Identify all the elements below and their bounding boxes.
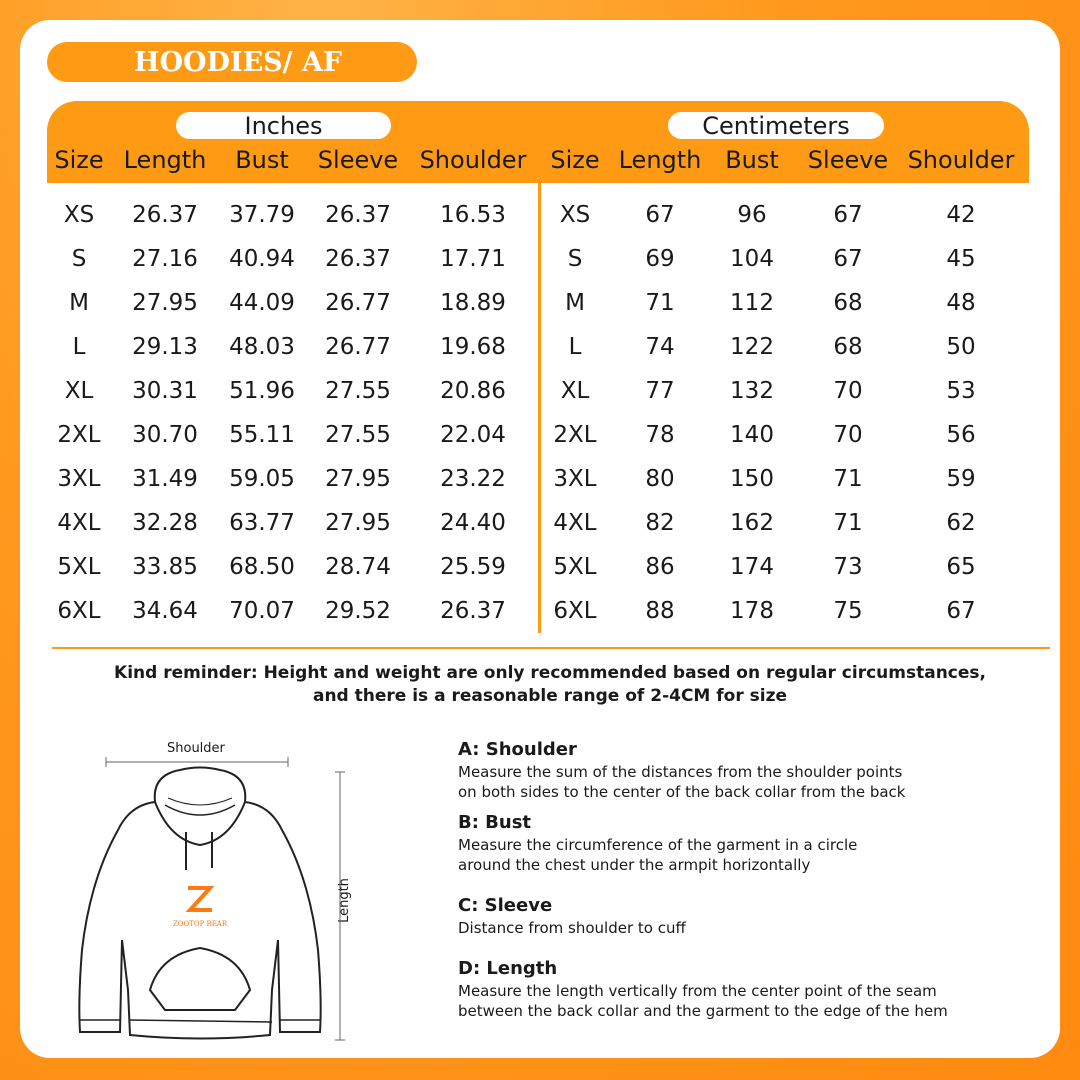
column-header-cm-bust: Bust bbox=[725, 146, 779, 174]
table-cell-cm-bust: 104 bbox=[730, 246, 774, 272]
table-cell-cm-size: 5XL bbox=[553, 554, 597, 580]
table-cell-cm-sleeve: 68 bbox=[833, 334, 863, 360]
length-dimension-label: Length bbox=[336, 878, 352, 923]
table-cell-cm-shoulder: 42 bbox=[946, 202, 976, 228]
table-cell-inches-bust: 40.94 bbox=[229, 246, 295, 272]
table-cell-inches-size: XL bbox=[64, 378, 94, 404]
table-cell-inches-bust: 59.05 bbox=[229, 466, 295, 492]
shoulder-dimension-label: Shoulder bbox=[167, 741, 225, 756]
table-cell-inches-bust: 44.09 bbox=[229, 290, 295, 316]
table-cell-cm-sleeve: 73 bbox=[833, 554, 863, 580]
table-cell-cm-bust: 178 bbox=[730, 598, 774, 624]
table-cell-inches-shoulder: 25.59 bbox=[440, 554, 506, 580]
table-cell-cm-sleeve: 71 bbox=[833, 510, 863, 536]
table-cell-inches-sleeve: 26.37 bbox=[325, 246, 391, 272]
measurement-b-desc-line2: around the chest under the armpit horizontally bbox=[458, 856, 811, 874]
table-cell-cm-sleeve: 75 bbox=[833, 598, 863, 624]
table-cell-cm-shoulder: 65 bbox=[946, 554, 976, 580]
table-cell-inches-shoulder: 19.68 bbox=[440, 334, 506, 360]
table-cell-inches-shoulder: 24.40 bbox=[440, 510, 506, 536]
table-cell-cm-sleeve: 70 bbox=[833, 378, 863, 404]
z-logo-icon bbox=[188, 888, 212, 910]
table-cell-inches-length: 30.70 bbox=[132, 422, 198, 448]
column-header-cm-size: Size bbox=[550, 146, 600, 174]
table-cell-cm-sleeve: 70 bbox=[833, 422, 863, 448]
table-cell-inches-sleeve: 28.74 bbox=[325, 554, 391, 580]
table-cell-inches-length: 33.85 bbox=[132, 554, 198, 580]
table-cell-cm-bust: 132 bbox=[730, 378, 774, 404]
column-header-inches-sleeve: Sleeve bbox=[317, 146, 399, 174]
table-cell-inches-sleeve: 27.95 bbox=[325, 510, 391, 536]
table-cell-cm-size: 2XL bbox=[553, 422, 597, 448]
table-cell-cm-length: 82 bbox=[645, 510, 675, 536]
measurement-d-title: D: Length bbox=[458, 958, 558, 979]
section-divider bbox=[52, 647, 1050, 649]
table-cell-cm-length: 71 bbox=[645, 290, 675, 316]
table-cell-cm-length: 86 bbox=[645, 554, 675, 580]
table-cell-cm-size: M bbox=[565, 290, 585, 316]
table-cell-cm-shoulder: 56 bbox=[946, 422, 976, 448]
table-cell-inches-length: 34.64 bbox=[132, 598, 198, 624]
measurement-b-desc-line1: Measure the circumference of the garment in a circle bbox=[458, 836, 858, 854]
unit-divider bbox=[538, 183, 541, 633]
table-cell-inches-sleeve: 26.37 bbox=[325, 202, 391, 228]
table-cell-inches-sleeve: 26.77 bbox=[325, 334, 391, 360]
table-cell-inches-size: L bbox=[72, 334, 86, 360]
table-cell-cm-sleeve: 71 bbox=[833, 466, 863, 492]
kind-reminder bbox=[60, 662, 1040, 708]
table-cell-cm-size: 4XL bbox=[553, 510, 597, 536]
measurement-a-desc-line1: Measure the sum of the distances from the shoulder points bbox=[458, 763, 903, 781]
table-cell-cm-bust: 112 bbox=[730, 290, 774, 316]
table-cell-cm-size: XS bbox=[559, 202, 591, 228]
table-cell-inches-shoulder: 16.53 bbox=[440, 202, 506, 228]
table-cell-inches-length: 27.16 bbox=[132, 246, 198, 272]
table-cell-cm-size: S bbox=[567, 246, 583, 272]
table-cell-cm-bust: 140 bbox=[730, 422, 774, 448]
table-cell-cm-sleeve: 68 bbox=[833, 290, 863, 316]
table-cell-inches-size: 2XL bbox=[57, 422, 101, 448]
column-header-inches-shoulder: Shoulder bbox=[419, 146, 527, 174]
measurement-c-desc bbox=[458, 918, 1028, 938]
table-cell-cm-shoulder: 45 bbox=[946, 246, 976, 272]
table-cell-inches-shoulder: 23.22 bbox=[440, 466, 506, 492]
table-cell-inches-length: 29.13 bbox=[132, 334, 198, 360]
table-cell-inches-bust: 51.96 bbox=[229, 378, 295, 404]
table-cell-cm-bust: 122 bbox=[730, 334, 774, 360]
measurement-a-desc-line2: on both sides to the center of the back collar from the back bbox=[458, 783, 906, 801]
table-cell-cm-shoulder: 62 bbox=[946, 510, 976, 536]
brand-name: ZOOTOP BEAR bbox=[172, 920, 228, 928]
table-cell-cm-length: 77 bbox=[645, 378, 675, 404]
table-cell-inches-size: M bbox=[69, 290, 89, 316]
measurement-d-desc-line1: Measure the length vertically from the center point of the seam bbox=[458, 982, 937, 1000]
measurement-d-desc-line2: between the back collar and the garment to the edge of the hem bbox=[458, 1002, 948, 1020]
table-cell-inches-size: 4XL bbox=[57, 510, 101, 536]
table-cell-inches-sleeve: 26.77 bbox=[325, 290, 391, 316]
table-cell-inches-size: 3XL bbox=[57, 466, 101, 492]
table-cell-cm-bust: 150 bbox=[730, 466, 774, 492]
table-cell-inches-size: XS bbox=[63, 202, 95, 228]
measurement-a-title: A: Shoulder bbox=[458, 739, 577, 760]
column-header-inches-length: Length bbox=[123, 146, 207, 174]
centimeters-unit-label: Centimeters bbox=[668, 112, 884, 139]
table-cell-inches-sleeve: 27.55 bbox=[325, 378, 391, 404]
table-cell-cm-shoulder: 67 bbox=[946, 598, 976, 624]
table-cell-inches-length: 30.31 bbox=[132, 378, 198, 404]
table-cell-cm-length: 88 bbox=[645, 598, 675, 624]
table-cell-cm-shoulder: 50 bbox=[946, 334, 976, 360]
table-cell-inches-shoulder: 26.37 bbox=[440, 598, 506, 624]
measurement-a-desc bbox=[458, 762, 1028, 802]
table-cell-inches-bust: 48.03 bbox=[229, 334, 295, 360]
column-header-inches-size: Size bbox=[54, 146, 104, 174]
table-cell-cm-shoulder: 48 bbox=[946, 290, 976, 316]
table-cell-inches-shoulder: 22.04 bbox=[440, 422, 506, 448]
table-cell-inches-sleeve: 27.55 bbox=[325, 422, 391, 448]
table-cell-cm-length: 80 bbox=[645, 466, 675, 492]
column-header-cm-length: Length bbox=[618, 146, 702, 174]
chart-title: HOODIES/ AF bbox=[47, 42, 417, 82]
table-cell-inches-length: 32.28 bbox=[132, 510, 198, 536]
table-cell-cm-size: 3XL bbox=[553, 466, 597, 492]
table-cell-inches-shoulder: 20.86 bbox=[440, 378, 506, 404]
reminder-line-1: Kind reminder: Height and weight are only recommended based on regular circumstances, bbox=[114, 663, 986, 683]
table-cell-inches-bust: 70.07 bbox=[229, 598, 295, 624]
column-header-cm-sleeve: Sleeve bbox=[807, 146, 889, 174]
measurement-b-title: B: Bust bbox=[458, 812, 532, 833]
table-cell-inches-sleeve: 27.95 bbox=[325, 466, 391, 492]
column-header-inches-bust: Bust bbox=[235, 146, 289, 174]
table-cell-inches-bust: 68.50 bbox=[229, 554, 295, 580]
column-header-cm-shoulder: Shoulder bbox=[907, 146, 1015, 174]
table-cell-inches-length: 27.95 bbox=[132, 290, 198, 316]
table-cell-inches-length: 26.37 bbox=[132, 202, 198, 228]
table-cell-cm-bust: 96 bbox=[737, 202, 767, 228]
table-cell-cm-length: 78 bbox=[645, 422, 675, 448]
table-cell-inches-bust: 55.11 bbox=[229, 422, 295, 448]
table-cell-cm-length: 74 bbox=[645, 334, 675, 360]
table-cell-inches-shoulder: 18.89 bbox=[440, 290, 506, 316]
table-cell-cm-bust: 174 bbox=[730, 554, 774, 580]
table-cell-inches-shoulder: 17.71 bbox=[440, 246, 506, 272]
table-cell-inches-size: 6XL bbox=[57, 598, 101, 624]
measurement-b-desc bbox=[458, 835, 1028, 875]
inches-unit-label: Inches bbox=[176, 112, 391, 139]
table-cell-cm-shoulder: 53 bbox=[946, 378, 976, 404]
table-cell-cm-bust: 162 bbox=[730, 510, 774, 536]
table-cell-inches-sleeve: 29.52 bbox=[325, 598, 391, 624]
table-cell-cm-sleeve: 67 bbox=[833, 202, 863, 228]
table-cell-cm-size: L bbox=[568, 334, 582, 360]
hoodie-diagram bbox=[60, 750, 370, 1050]
table-cell-inches-bust: 37.79 bbox=[229, 202, 295, 228]
measurement-c-desc-line1: Distance from shoulder to cuff bbox=[458, 919, 686, 937]
measurement-c-title: C: Sleeve bbox=[458, 895, 553, 916]
table-cell-inches-size: S bbox=[71, 246, 87, 272]
table-cell-cm-sleeve: 67 bbox=[833, 246, 863, 272]
reminder-line-2: and there is a reasonable range of 2-4CM for size bbox=[312, 686, 788, 706]
table-cell-inches-length: 31.49 bbox=[132, 466, 198, 492]
table-cell-inches-size: 5XL bbox=[57, 554, 101, 580]
table-cell-cm-size: XL bbox=[560, 378, 590, 404]
measurement-d-desc bbox=[458, 981, 1028, 1021]
table-cell-cm-length: 69 bbox=[645, 246, 675, 272]
table-cell-cm-shoulder: 59 bbox=[946, 466, 976, 492]
table-cell-inches-bust: 63.77 bbox=[229, 510, 295, 536]
table-cell-cm-size: 6XL bbox=[553, 598, 597, 624]
table-cell-cm-length: 67 bbox=[645, 202, 675, 228]
